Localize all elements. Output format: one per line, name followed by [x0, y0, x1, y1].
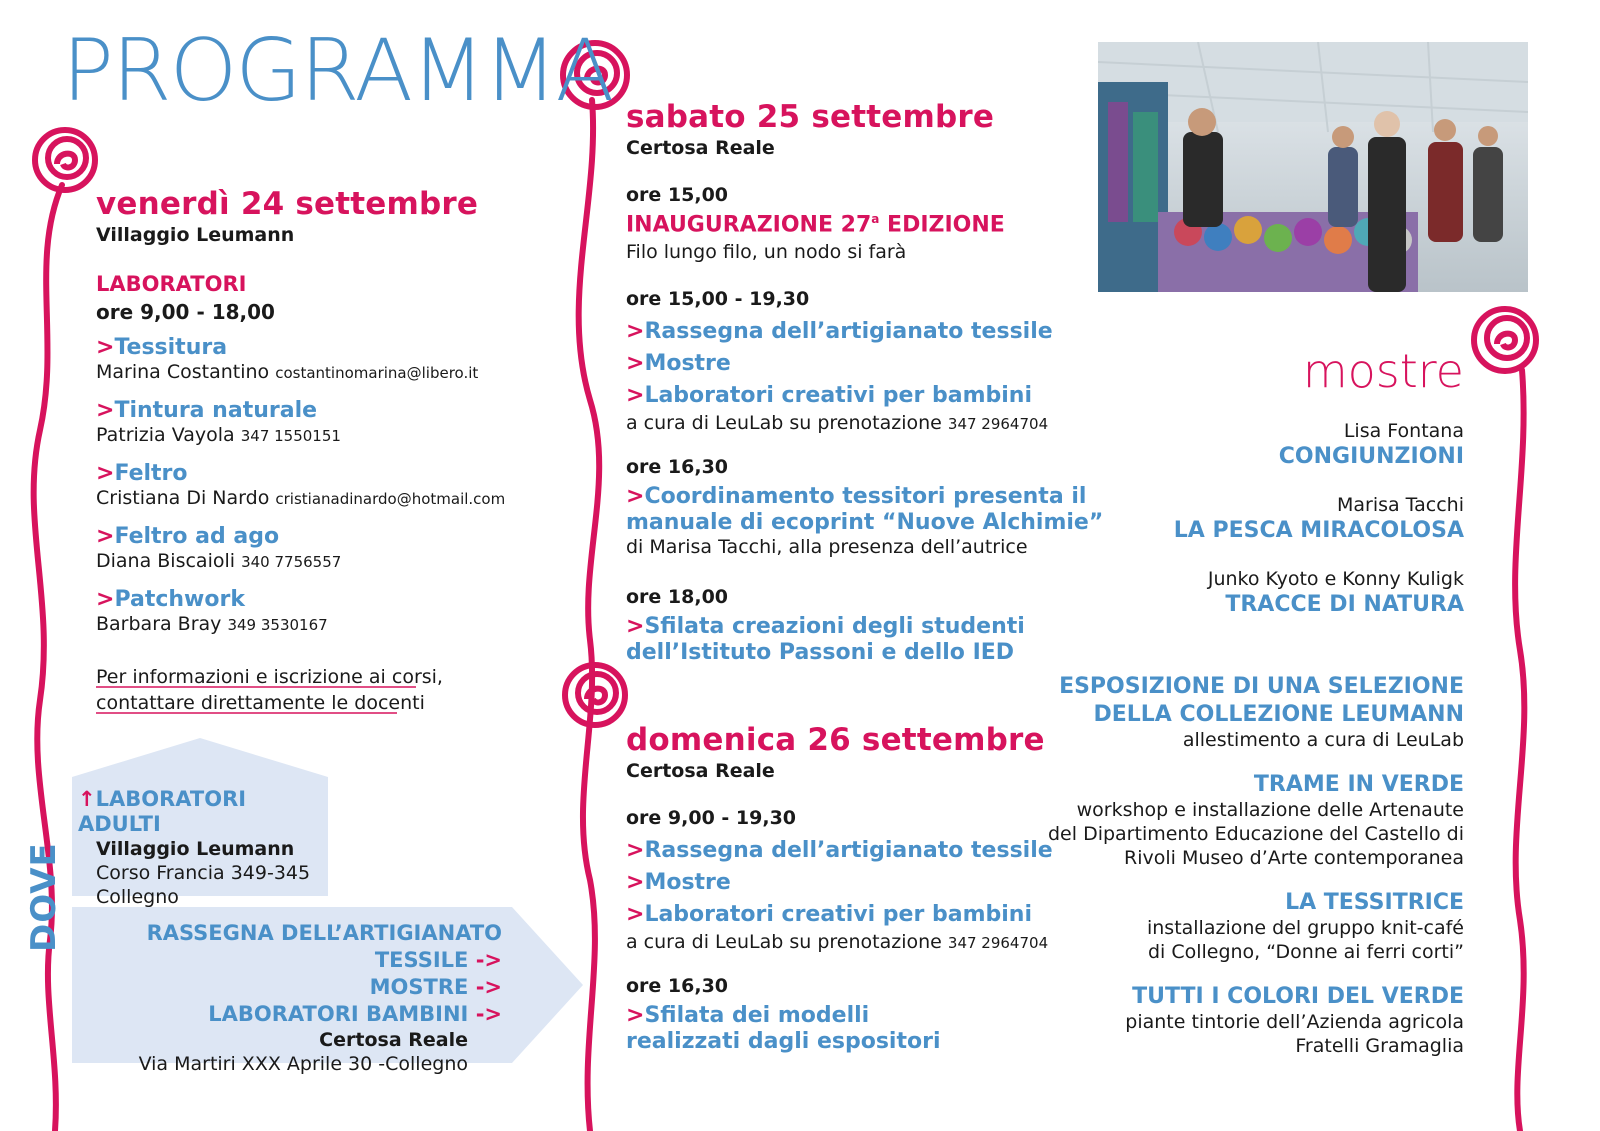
saturday-day: sabato 25 settembre — [626, 99, 995, 135]
show-title: CONGIUNZIONI — [1278, 443, 1464, 469]
inauguration-title — [626, 213, 1005, 236]
saturday-item: Laboratori creativi per bambini — [644, 383, 1032, 408]
dove-label: DOVE — [24, 842, 64, 952]
saturday-slot4 — [626, 614, 1025, 666]
exhibit-3 — [984, 889, 1464, 965]
rose-spiral-icon — [1474, 309, 1536, 371]
fair-line-2: MOSTRE — [369, 975, 469, 999]
sunday-slot1-time: ore 9,00 - 19,30 — [626, 807, 797, 829]
friday-place: Villaggio Leumann — [96, 224, 295, 246]
saturday-slot2-list — [626, 316, 1053, 436]
bullet-icon: > — [626, 351, 645, 376]
exhibit-1-title-2: DELLA COLLEZIONE LEUMANN — [1093, 702, 1464, 727]
adults-panel — [78, 787, 328, 910]
rose-spiral-icon — [35, 130, 95, 190]
exhibit-2-desc-3: Rivoli Museo d’Arte contemporanea — [1124, 846, 1464, 869]
show-artist: Junko Kyoto e Konny Kuligk — [1207, 568, 1464, 590]
show-item — [1044, 494, 1464, 568]
info-text — [96, 664, 443, 716]
saturday-slot3-line1: Coordinamento tessitori presenta il — [644, 484, 1087, 509]
saturday-item: Rassegna dell’artigianato tessile — [644, 319, 1053, 344]
show-item — [1044, 568, 1464, 642]
workshop-item — [96, 461, 505, 524]
saturday-slot4-line2: dell’Istituto Passoni e dello IED — [626, 640, 1015, 665]
arrow-icon: -> — [475, 1002, 502, 1026]
arrow-icon: -> — [475, 975, 502, 999]
page-title: PROGRAMMA — [62, 21, 613, 121]
saturday-slot4-line1: Sfilata creazioni degli studenti — [644, 614, 1025, 639]
friday-section: LABORATORI — [96, 272, 247, 296]
bullet-icon: > — [626, 484, 645, 509]
workshop-list — [96, 335, 505, 650]
workshop-teacher: Diana Biscaioli — [96, 550, 236, 573]
exhibit-4-desc-1: piante tintorie dell’Azienda agricola — [1125, 1011, 1464, 1033]
exhibit-1-desc: allestimento a cura di LeuLab — [1182, 729, 1464, 751]
exhibit-2-desc-1: workshop e installazione delle Artenaute — [1076, 799, 1464, 821]
adults-city: Collegno — [96, 885, 179, 908]
dove-label-wrap — [16, 842, 76, 962]
saturday-slot3-time: ore 16,30 — [626, 456, 729, 478]
adults-place: Villaggio Leumann — [96, 838, 295, 861]
exhibit-2-desc-2: del Dipartimento Educazione del Castello di — [1048, 822, 1464, 845]
exhibit-3-title: LA TESSITRICE — [1285, 890, 1464, 915]
shows-list — [1044, 420, 1464, 642]
friday-hours: ore 9,00 - 18,00 — [96, 300, 275, 324]
workshop-name: Patchwork — [114, 587, 245, 612]
sunday-item: Laboratori creativi per bambini — [644, 902, 1032, 927]
workshop-name: Feltro — [114, 461, 188, 486]
workshop-contact: costantinomarina@libero.it — [275, 364, 479, 383]
sunday-item: Rassegna dell’artigianato tessile — [644, 838, 1053, 863]
up-arrow-icon: ↑ — [78, 787, 96, 811]
bullet-icon: > — [626, 383, 645, 408]
info-line-1: Per informazioni e iscrizione ai corsi, — [96, 666, 443, 688]
workshop-item — [96, 587, 505, 650]
fair-line-1: RASSEGNA DELL’ARTIGIANATO TESSILE — [146, 921, 502, 972]
exhibit-1 — [984, 673, 1464, 753]
inauguration-sub: Filo lungo filo, un nodo si farà — [626, 241, 907, 263]
inauguration-sup: a — [871, 212, 880, 226]
saturday-place: Certosa Reale — [626, 137, 775, 159]
sunday-slot2-time: ore 16,30 — [626, 975, 729, 997]
sunday-slot2-line1: Sfilata dei modelli — [644, 1003, 870, 1028]
saturday-slot2-time: ore 15,00 - 19,30 — [626, 288, 810, 310]
workshop-contact: cristianadinardo@hotmail.com — [275, 490, 506, 509]
mostre-heading: mostre — [1302, 344, 1464, 398]
sunday-slot1-phone: 347 2964704 — [947, 934, 1049, 952]
saturday-slot1-time: ore 15,00 — [626, 184, 729, 206]
bullet-icon: > — [626, 902, 645, 927]
adults-title: LABORATORI ADULTI — [78, 787, 247, 837]
info-line-2: contattare direttamente le docenti — [96, 692, 425, 714]
bullet-icon: > — [96, 587, 115, 612]
inauguration-prefix: INAUGURAZIONE 27 — [626, 212, 872, 238]
sunday-item: Mostre — [644, 870, 731, 895]
bullet-icon: > — [96, 398, 115, 423]
exhibit-1-title-1: ESPOSIZIONE DI UNA SELEZIONE — [1059, 674, 1464, 699]
fair-panel — [72, 920, 502, 1076]
exhibit-2-title: TRAME IN VERDE — [1253, 772, 1464, 797]
exhibit-2 — [984, 771, 1464, 870]
saturday-slot2-note: a cura di LeuLab su prenotazione — [626, 412, 942, 434]
saturday-slot4-time: ore 18,00 — [626, 586, 729, 608]
show-title: TRACCE DI NATURA — [1225, 591, 1464, 617]
workshop-teacher: Barbara Bray — [96, 613, 222, 636]
exhibit-3-desc-1: installazione del gruppo knit-café — [1146, 917, 1464, 939]
exhibit-4-title: TUTTI I COLORI DEL VERDE — [1132, 984, 1464, 1009]
sunday-slot1-note: a cura di LeuLab su prenotazione — [626, 931, 942, 953]
bullet-icon: > — [626, 1003, 645, 1028]
exhibit-3-desc-2: di Collegno, “Donne ai ferri corti” — [1147, 940, 1464, 963]
left-thread — [34, 185, 62, 1131]
exhibit-4-desc-2: Fratelli Gramaglia — [1295, 1034, 1464, 1057]
right-thread — [1515, 370, 1524, 1131]
friday-day: venerdì 24 settembre — [96, 186, 479, 222]
fair-place: Certosa Reale — [319, 1029, 468, 1051]
bullet-icon: > — [96, 335, 115, 360]
saturday-item: Mostre — [644, 351, 731, 376]
bullet-icon: > — [626, 614, 645, 639]
exhibit-4 — [984, 983, 1464, 1059]
workshop-contact: 347 1550151 — [240, 427, 341, 446]
saturday-slot3 — [626, 484, 1103, 560]
adults-street: Corso Francia 349-345 — [96, 862, 311, 885]
fair-address: Via Martiri XXX Aprile 30 -Collegno — [138, 1052, 468, 1075]
workshop-item — [96, 398, 505, 461]
sunday-place: Certosa Reale — [626, 760, 775, 782]
workshop-item — [96, 335, 505, 398]
sunday-day: domenica 26 settembre — [626, 722, 1045, 758]
show-title: LA PESCA MIRACOLOSA — [1173, 517, 1464, 543]
show-artist: Lisa Fontana — [1343, 420, 1464, 442]
saturday-slot3-line2: manuale di ecoprint “Nuove Alchimie” — [626, 510, 1104, 535]
workshop-contact: 349 3530167 — [227, 616, 328, 635]
arrow-icon: -> — [475, 948, 502, 972]
bullet-icon: > — [96, 524, 115, 549]
workshop-contact: 340 7756557 — [241, 553, 342, 572]
rose-spiral-icon — [565, 665, 625, 725]
middle-thread — [579, 100, 600, 1131]
sunday-slot2-line2: realizzati dagli espositori — [626, 1029, 941, 1054]
show-item — [1044, 420, 1464, 494]
bullet-icon: > — [626, 319, 645, 344]
market-photo — [1098, 42, 1528, 292]
workshop-teacher: Cristiana Di Nardo — [96, 487, 270, 510]
sunday-slot2 — [626, 1003, 941, 1055]
bullet-icon: > — [626, 870, 645, 895]
fair-line-3: LABORATORI BAMBINI — [208, 1002, 469, 1026]
bullet-icon: > — [96, 461, 115, 486]
show-artist: Marisa Tacchi — [1336, 494, 1464, 516]
workshop-teacher: Marina Costantino — [96, 361, 270, 384]
workshop-item — [96, 524, 505, 587]
workshop-teacher: Patrizia Vayola — [96, 424, 235, 447]
workshop-name: Tintura naturale — [114, 398, 318, 423]
saturday-slot2-phone: 347 2964704 — [947, 415, 1049, 433]
bullet-icon: > — [626, 838, 645, 863]
saturday-slot3-note: di Marisa Tacchi, alla presenza dell’autrice — [626, 536, 1028, 558]
inauguration-suffix: EDIZIONE — [879, 212, 1005, 238]
workshop-name: Feltro ad ago — [114, 524, 280, 549]
workshop-name: Tessitura — [114, 335, 228, 360]
